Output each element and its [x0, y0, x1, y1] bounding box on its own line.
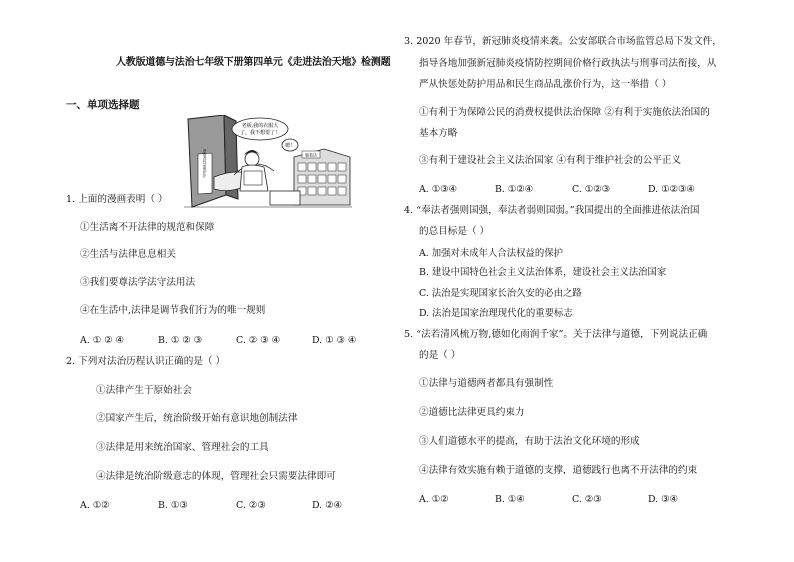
q1-option-a[interactable]: A. ① ② ④: [80, 335, 124, 346]
q3-option-d[interactable]: D. ①②③④: [648, 184, 695, 195]
page-title: 人教版道德与法治七年级下册第四单元《走进法治天地》检测题: [116, 57, 391, 68]
q5-option-d[interactable]: D. ③④: [648, 494, 678, 505]
speech-bubble-2: 嗯！: [284, 143, 296, 149]
speech-bubble-line-1: 老板,我的衣服大: [241, 123, 279, 129]
q1-option-c[interactable]: C. ② ③ ④: [236, 335, 280, 346]
cartoon-illustration: [184, 115, 352, 211]
q2-option-b[interactable]: B. ①③: [158, 500, 188, 511]
q2-item-1: ①法律产生于原始社会: [96, 385, 192, 396]
question-2-stem: 2. 下列对法治历程认识正确的是（ ）: [66, 356, 226, 367]
q3-option-c[interactable]: C. ①②③: [572, 184, 611, 195]
q5-stem-line-1: 5. “法若清风梳万物,德如化雨润千家”。关于法律与道德，下列说法正确: [404, 329, 708, 340]
q5-option-a[interactable]: A. ①②: [419, 494, 449, 505]
q5-item-4: ④法律有效实施有赖于道德的支撑，道德践行也离不开法律的约束: [419, 465, 698, 476]
q2-option-d[interactable]: D. ②④: [312, 500, 342, 511]
q3-stem-line-3: 严从快惩处防护用品和民生商品乱涨价行为，这一举措（ ）: [419, 79, 672, 90]
q3-item-2: ③有利于建设社会主义法治国家 ④有利于维护社会的公平正义: [419, 155, 682, 166]
q1-item-4: ④在生活中,法律是调节我们行为的唯一规则: [80, 305, 266, 316]
q3-item-1-cont: 基本方略: [419, 128, 458, 139]
q3-option-b[interactable]: B. ①②④: [495, 184, 534, 195]
q4-stem-line-2: 的总目标是（ ）: [419, 226, 490, 237]
question-1-stem: 1. 上面的漫画表明（ ）: [66, 194, 168, 205]
q1-item-3: ③我们要尊法学法守法用法: [80, 277, 196, 288]
q1-item-2: ②生活与法律息息相关: [80, 249, 176, 260]
q4-option-c[interactable]: C. 法治是实现国家长治久安的必由之路: [419, 288, 582, 299]
q5-option-b[interactable]: B. ①④: [495, 494, 525, 505]
speech-bubble-line-2: 了，我不想要了！: [239, 130, 281, 136]
q5-item-3: ③人们道德水平的提高，有助于法治文化环境的形成: [419, 436, 640, 447]
q1-option-d[interactable]: D. ① ③ ④: [312, 335, 357, 346]
q4-option-b[interactable]: B. 建设中国特色社会主义法治体系，建设社会主义法治国家: [419, 267, 667, 278]
section-heading: 一、单项选择题: [66, 99, 140, 111]
q3-item-1: ①有利于为保障公民的消费权提供法治保障 ②有利于实施依法治国的: [419, 107, 710, 118]
q1-option-b[interactable]: B. ① ② ③: [158, 335, 203, 346]
q4-stem-line-1: 4. “奉法者强则国强，奉法者弱则国弱。”我国提出的全面推进依法治国: [404, 205, 700, 216]
q5-item-2: ②道德比法律更具约束力: [419, 407, 525, 418]
q2-option-a[interactable]: A. ①②: [80, 500, 110, 511]
q3-option-a[interactable]: A. ①③④: [419, 184, 457, 195]
q2-item-2: ②国家产生后，统治阶级开始有意识地创制法律: [96, 413, 298, 424]
q5-option-c[interactable]: C. ②③: [572, 494, 602, 505]
q1-item-1: ①生活离不开法律的规范和保障: [80, 222, 215, 233]
q2-item-3: ③法律是用来统治国家、管理社会的工具: [96, 442, 269, 453]
q3-stem-line-1: 3. 2020 年春节，新冠肺炎疫情来袭。公安部联合市场监管总局下发文件，: [404, 36, 722, 47]
q2-item-4: ④法律是统治阶级意志的体现，管理社会只需要法律即可: [96, 471, 336, 482]
q5-stem-line-2: 的是（ ）: [419, 350, 461, 361]
q3-stem-line-2: 指导各地加强新冠肺炎疫情防控期间价格行政执法与刑事司法衔接，从: [419, 58, 717, 69]
q2-option-c[interactable]: C. ②③: [236, 500, 266, 511]
q5-item-1: ①法律与道德两者都具有强制性: [419, 378, 554, 389]
q4-option-a[interactable]: A. 加强对未成年人合法权益的保护: [419, 248, 563, 259]
q4-option-d[interactable]: D. 法治是国家治理现代化的重要标志: [419, 308, 573, 319]
book-text: 消费者权益保护法: [203, 148, 207, 178]
store-sign: 服装店: [305, 152, 317, 158]
